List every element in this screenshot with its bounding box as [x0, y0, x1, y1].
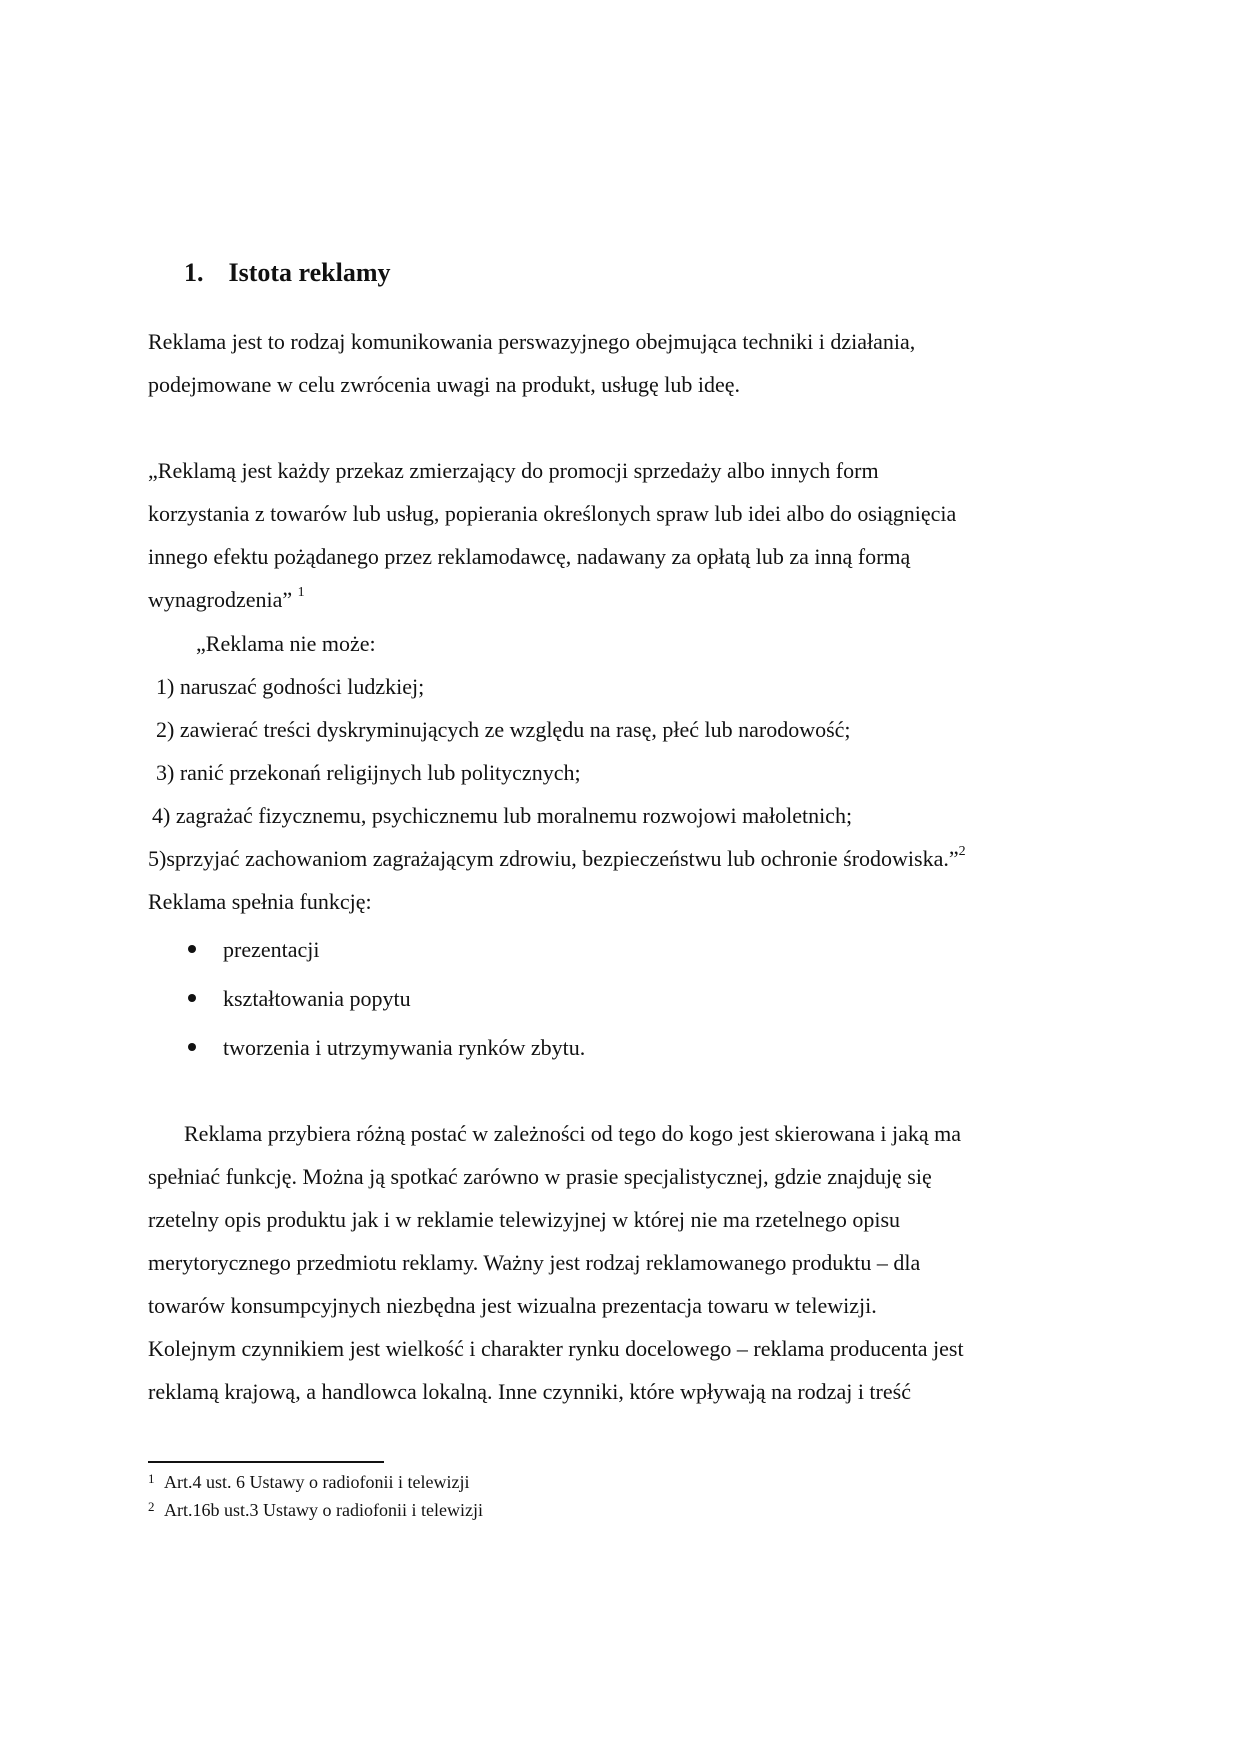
prohibitions-list [152, 665, 853, 837]
footnote [148, 1469, 483, 1497]
list-item [148, 974, 585, 1023]
section-number: 1. [184, 258, 204, 287]
bullet-icon [188, 1043, 196, 1051]
prohibitions-intro: „Reklama nie może: [196, 631, 376, 656]
legal-definition-quote [148, 449, 956, 621]
text-line: Reklama przybiera różną postać w zależności od tego do kogo jest skierowana i jaką ma [184, 1121, 962, 1146]
list-item: 4) zagrażać fizycznemu, psychicznemu lub moralnemu rozwojowi małoletnich; [152, 803, 853, 828]
text-line: korzystania z towarów lub usług, popierania określonych spraw lub idei albo do osiągnięcia [148, 501, 957, 526]
footnote-reference: 1 [297, 584, 305, 600]
prohibitions-last-item [148, 837, 966, 880]
list-item [148, 925, 585, 974]
text-line: „Reklamą jest każdy przekaz zmierzający do promocji sprzedaży albo innych form [148, 458, 879, 483]
text-line: spełniać funkcję. Można ją spotkać zarówno w prasie specjalistycznej, gdzie znajduję się [148, 1164, 932, 1189]
footnote-text: Art.4 ust. 6 Ustawy o radiofonii i telewizji [164, 1472, 470, 1492]
footnote-mark: 2 [148, 1499, 155, 1514]
footnote-reference: 2 [958, 843, 966, 859]
main-paragraph [148, 1112, 964, 1413]
footnotes [148, 1469, 483, 1525]
footnote [148, 1497, 483, 1525]
list-item: 1) naruszać godności ludzkiej; [156, 674, 425, 699]
functions-list [148, 925, 585, 1072]
text-line: innego efektu pożądanego przez reklamodawcę, nadawany za opłatą lub za inną formą [148, 544, 911, 569]
bullet-icon [188, 945, 196, 953]
text-line: reklamą krajową, a handlowca lokalną. Inne czynniki, które wpływają na rodzaj i treść [148, 1379, 911, 1404]
text-line: Reklama jest to rodzaj komunikowania perswazyjnego obejmująca techniki i działania, [148, 329, 916, 354]
text-line: towarów konsumpcyjnych niezbędna jest wizualna prezentacja towaru w telewizji. [148, 1293, 877, 1318]
intro-paragraph [148, 320, 915, 406]
functions-intro: Reklama spełnia funkcję: [148, 889, 372, 914]
bullet-icon [188, 994, 196, 1002]
list-item: 3) ranić przekonań religijnych lub politycznych; [156, 760, 581, 785]
text-fragment: wynagrodzenia” [148, 587, 293, 612]
text-line: rzetelny opis produktu jak i w reklamie telewizyjnej w której nie ma rzetelnego opisu [148, 1207, 901, 1232]
list-item [148, 1023, 585, 1072]
list-item-label: prezentacji [223, 937, 320, 962]
text-line: merytorycznego przedmiotu reklamy. Ważny jest rodzaj reklamowanego produktu – dla [148, 1250, 921, 1275]
list-item-label: kształtowania popytu [223, 986, 411, 1011]
list-item-label: tworzenia i utrzymywania rynków zbytu. [223, 1035, 586, 1060]
list-item: 2) zawierać treści dyskryminujących ze względu na rasę, płeć lub narodowość; [156, 717, 851, 742]
footnote-mark: 1 [148, 1471, 155, 1486]
section-title: Istota reklamy [228, 258, 391, 287]
section-heading [184, 258, 391, 288]
footnote-separator [148, 1461, 384, 1463]
list-item: 5)sprzyjać zachowaniom zagrażającym zdrowiu, bezpieczeństwu lub ochronie środowiska.” [148, 846, 959, 871]
footnote-text: Art.16b ust.3 Ustawy o radiofonii i telewizji [164, 1500, 483, 1520]
text-line [148, 578, 956, 621]
text-line: Kolejnym czynnikiem jest wielkość i charakter rynku docelowego – reklama producenta jest [148, 1336, 964, 1361]
text-line: podejmowane w celu zwrócenia uwagi na produkt, usługę lub ideę. [148, 372, 740, 397]
